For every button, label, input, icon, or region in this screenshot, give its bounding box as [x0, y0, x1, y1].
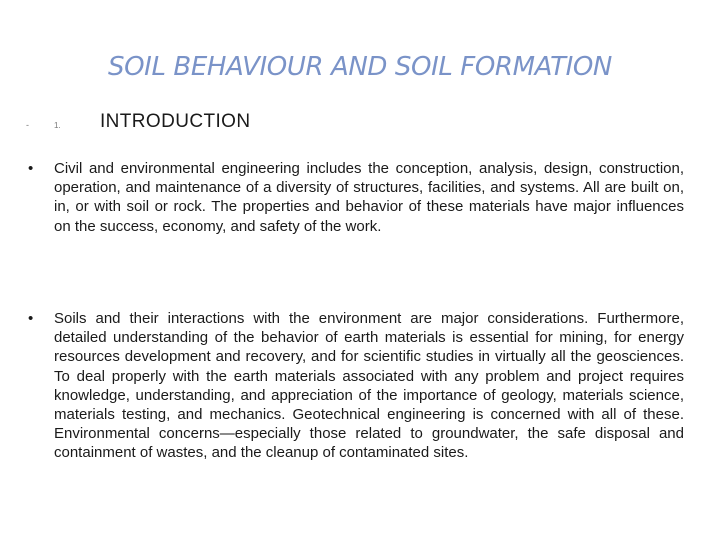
bullet-icon: • [28, 160, 34, 177]
dash-marker: - [26, 120, 29, 130]
paragraph-1: Civil and environmental engineering includes the conception, analysis, design, construction, operation, and maintenance of a diversity of structures, facilities, and systems. All are built on, in, or with soil or rock. The properties and behavior of these materials have major influences on the success, economy, and safety of the work. [54, 160, 684, 235]
section-heading: INTRODUCTION [100, 111, 251, 132]
paragraph-2: Soils and their interactions with the environment are major considerations. Furthermore, detailed understanding of the behavior of earth materials is essential for mining, for energy resources development and recovery, and for scientific studies in virtually all the geosciences. To deal properly with the earth materials associated with any problem and project requires knowledge, understanding, and appreciation of the importance of geology, materials science, materials testing, and mechanics. Geotechnical engineering is concerned with all of these. Environmental concerns—especially those related to groundwater, the safe disposal and containment of wastes, and the cleanup of contaminated sites. [54, 310, 684, 462]
section-number: 1. [54, 121, 61, 130]
slide-title: SOIL BEHAVIOUR AND SOIL FORMATION [108, 52, 612, 82]
bullet-icon: • [28, 310, 34, 327]
